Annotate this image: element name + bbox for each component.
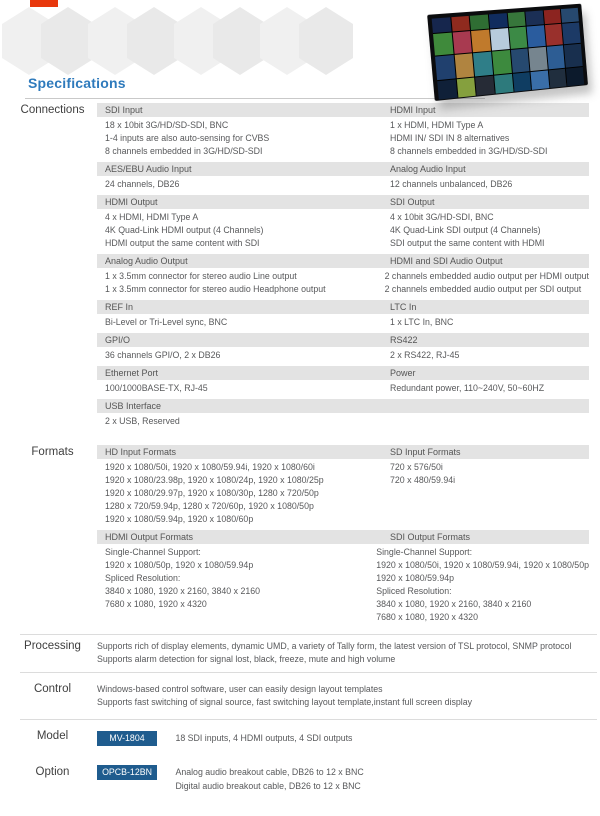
spec-line: 720 x 576/50i: [390, 462, 443, 472]
spec-col-left: [97, 382, 382, 395]
spec-line: 8 channels embedded in 3G/HD/SD-SDI: [390, 146, 548, 156]
spec-row-header: [97, 300, 589, 314]
spec-line: 1920 x 1080/50i, 1920 x 1080/59.94i, 1920 x 1080/60i: [105, 462, 315, 472]
spec-col-right: [382, 178, 589, 191]
section-label-formats: Formats: [31, 446, 74, 458]
spec-row: [97, 103, 589, 162]
spec-header-right: [382, 399, 589, 413]
control-line: Windows-based control software, user can easily design layout templates: [97, 684, 383, 694]
spec-line: 1 x LTC In, BNC: [390, 317, 454, 327]
processing-line: Supports alarm detection for signal lost, black, freeze, mute and high volume: [97, 654, 396, 664]
spec-line: 1920 x 1080/59.94p: [376, 573, 454, 583]
spec-header-left: HDMI Output: [105, 197, 158, 207]
video-tile: [452, 31, 472, 54]
spec-col-right: [368, 546, 589, 624]
spec-header-left: Ethernet Port: [105, 368, 159, 378]
video-mosaic: [432, 8, 584, 97]
spec-header-left: GPI/O: [105, 335, 131, 345]
spec-table: [20, 103, 589, 793]
video-tile: [545, 23, 564, 45]
video-tile: [507, 12, 525, 27]
spec-col-right: [382, 461, 589, 526]
video-tile: [490, 28, 509, 51]
spec-col-left: [97, 546, 368, 624]
spec-row: [97, 530, 589, 628]
section-label-connections: Connections: [20, 104, 85, 116]
spec-header-right: SDI Output Formats: [390, 532, 471, 542]
spec-row-body: [97, 413, 589, 432]
spec-col-left: [97, 461, 382, 526]
spec-header-left: HDMI Output Formats: [105, 532, 194, 542]
spec-row: [97, 366, 589, 399]
spec-row: [97, 162, 589, 195]
title-underline: [25, 98, 485, 99]
spec-row-body: [97, 209, 589, 254]
spec-line: 7680 x 1080, 1920 x 4320: [105, 599, 207, 609]
spec-row-body: [97, 347, 589, 366]
spec-line: 2 x USB, Reserved: [105, 416, 180, 426]
spec-col-right: [382, 211, 589, 250]
video-tile: [454, 53, 474, 78]
spec-line: 4 x 10bit 3G/HD-SDI, BNC: [390, 212, 494, 222]
hexagon-shape: [41, 7, 95, 75]
spec-header-right: SD Input Formats: [390, 447, 461, 457]
spec-line: Redundant power, 110~240V, 50~60HZ: [390, 383, 545, 393]
spec-line: Single-Channel Support:: [105, 547, 201, 557]
spec-row-header: [97, 162, 589, 176]
spec-line: 2 channels embedded audio output per SDI output: [384, 284, 582, 294]
spec-header-left: USB Interface: [105, 401, 162, 411]
spec-row-header: [97, 366, 589, 380]
spec-row: [97, 445, 589, 530]
monitor-screen: [427, 4, 588, 101]
video-tile: [471, 29, 491, 52]
spec-header-left: SDI Input: [105, 105, 143, 115]
video-tile: [492, 50, 511, 74]
spec-line: HDMI output the same content with SDI: [105, 238, 260, 248]
spec-line: SDI output the same content with HDMI: [390, 238, 545, 248]
option-line: Digital audio breakout cable, DB26 to 12 x BNC: [175, 780, 361, 791]
spec-col-left: [97, 270, 377, 296]
spec-line: 18 x 10bit 3G/HD/SD-SDI, BNC: [105, 120, 229, 130]
spec-header-left: AES/EBU Audio Input: [105, 164, 192, 174]
control-section: [33, 673, 589, 719]
video-tile: [433, 32, 453, 55]
spec-col-left: [97, 415, 382, 428]
spec-row-body: [97, 176, 589, 195]
processing-section: [24, 635, 589, 672]
spec-line: 8 channels embedded in 3G/HD/SD-SDI: [105, 146, 263, 156]
spec-line: 100/1000BASE-TX, RJ-45: [105, 383, 208, 393]
spec-line: 4K Quad-Link SDI output (4 Channels): [390, 225, 541, 235]
video-tile: [494, 74, 513, 94]
spec-header-left: REF In: [105, 302, 134, 312]
spec-line: 1920 x 1080/23.98p, 1920 x 1080/24p, 1920 x 1080/25p: [105, 475, 324, 485]
video-tile: [473, 52, 493, 77]
model-section: [36, 720, 589, 748]
video-tile: [531, 70, 549, 90]
video-tile: [451, 16, 470, 31]
spec-line: 24 channels, DB26: [105, 179, 180, 189]
spec-header-right: HDMI and SDI Audio Output: [390, 256, 503, 266]
video-tile: [562, 22, 580, 44]
option-descriptions: [175, 766, 363, 793]
spec-row: [97, 195, 589, 254]
spec-row-body: [97, 380, 589, 399]
spec-line: 1920 x 1080/29.97p, 1920 x 1080/30p, 1280 x 720/50p: [105, 488, 319, 498]
spec-col-right: [382, 119, 589, 158]
video-tile: [435, 55, 455, 80]
video-tile: [525, 10, 543, 25]
spec-line: HDMI IN/ SDI IN 8 alternatives: [390, 133, 510, 143]
spec-row: [97, 300, 589, 333]
hexagon-shape: [127, 7, 181, 75]
video-tile: [547, 45, 566, 69]
hexagon-shape: [299, 7, 353, 75]
spec-line: 36 channels GPI/O, 2 x DB26: [105, 350, 221, 360]
spec-row: [97, 399, 589, 432]
spec-col-right: [382, 382, 589, 395]
spec-line: 720 x 480/59.94i: [390, 475, 456, 485]
section-label-control: Control: [33, 683, 72, 695]
video-tile: [529, 47, 548, 71]
spec-header-left: Analog Audio Output: [105, 256, 188, 266]
video-tile: [561, 8, 579, 23]
spec-row-body: [97, 268, 589, 300]
spec-line: 4 x HDMI, HDMI Type A: [105, 212, 199, 222]
spec-line: 1 x 3.5mm connector for stereo audio Line output: [105, 271, 297, 281]
connections-rows: [97, 103, 589, 432]
spec-row: [97, 333, 589, 366]
spec-line: 2 channels embedded audio output per HDMI output: [384, 271, 589, 281]
video-tile: [475, 75, 494, 95]
red-accent-tab: [30, 0, 58, 7]
spec-line: Spliced Resolution:: [376, 586, 452, 596]
spec-row-header: [97, 254, 589, 268]
spec-line: 1920 x 1080/59.94p, 1920 x 1080/60p: [105, 514, 254, 524]
section-label-processing: Processing: [24, 640, 81, 652]
connections-section: [20, 103, 589, 432]
video-tile: [437, 79, 457, 99]
formats-section: [31, 445, 589, 628]
video-tile: [527, 25, 546, 47]
multiviewer-monitor-image: [424, 0, 598, 110]
spec-header-right: Power: [390, 368, 416, 378]
processing-line: Supports rich of display elements, dynamic UMD, a variety of Tally form, the latest version of TSL protocol, SNMP protocol: [97, 641, 572, 651]
spec-col-left: [97, 178, 382, 191]
spec-line: 1-4 inputs are also auto-sensing for CVBS: [105, 133, 270, 143]
spec-line: 1920 x 1080/50p, 1920 x 1080/59.94p: [105, 560, 254, 570]
video-tile: [549, 68, 567, 88]
video-tile: [470, 15, 489, 30]
video-tile: [566, 67, 584, 86]
spec-row-header: [97, 399, 589, 413]
spec-line: 1 x 3.5mm connector for stereo audio Headphone output: [105, 284, 326, 294]
video-tile: [508, 26, 527, 49]
spec-col-left: [97, 349, 382, 362]
control-line: Supports fast switching of signal source, fast switching layout template,instant full screen display: [97, 697, 473, 707]
spec-header-right: Analog Audio Input: [390, 164, 466, 174]
video-tile: [564, 44, 582, 68]
spec-line: Single-Channel Support:: [376, 547, 473, 557]
spec-line: 3840 x 1080, 1920 x 2160, 3840 x 2160: [105, 586, 261, 596]
spec-line: 2 x RS422, RJ-45: [390, 350, 460, 360]
video-tile: [489, 13, 508, 28]
spec-header-right: LTC In: [390, 302, 417, 312]
spec-header-right: RS422: [390, 335, 418, 345]
video-tile: [512, 72, 531, 92]
video-tile: [456, 77, 476, 97]
video-tile: [432, 17, 451, 32]
spec-col-left: [97, 316, 382, 329]
spec-row-header: [97, 195, 589, 209]
spec-line: 7680 x 1080, 1920 x 4320: [376, 612, 478, 622]
spec-row-header: [97, 445, 589, 459]
spec-line: 12 channels unbalanced, DB26: [390, 179, 513, 189]
option-badge: OPCB-12BN: [97, 765, 157, 780]
option-line: Analog audio breakout cable, DB26 to 12 x BNC: [175, 767, 364, 777]
spec-line: 4K Quad-Link HDMI output (4 Channels): [105, 225, 264, 235]
spec-row-body: [97, 459, 589, 530]
spec-col-right: [377, 270, 589, 296]
spec-row-body: [97, 314, 589, 333]
page-title: Specifications: [28, 75, 126, 91]
spec-line: 1 x HDMI, HDMI Type A: [390, 120, 484, 130]
spec-line: 3840 x 1080, 1920 x 2160, 3840 x 2160: [376, 599, 532, 609]
model-description: 18 SDI inputs, 4 HDMI outputs, 4 SDI outputs: [175, 733, 353, 744]
video-tile: [510, 48, 529, 72]
spec-row-header: [97, 530, 589, 544]
spec-row-body: [97, 117, 589, 162]
spec-line: Bi-Level or Tri-Level sync, BNC: [105, 317, 228, 327]
spec-col-right: [382, 415, 589, 428]
spec-header-right: SDI Output: [390, 197, 435, 207]
section-label-model: Model: [36, 730, 69, 742]
spec-header-left: HD Input Formats: [105, 447, 177, 457]
formats-rows: [97, 445, 589, 628]
model-badge: MV-1804: [97, 731, 157, 746]
section-label-option: Option: [35, 766, 70, 778]
spec-line: Spliced Resolution:: [105, 573, 181, 583]
hexagon-shape: [213, 7, 267, 75]
spec-col-right: [382, 316, 589, 329]
spec-line: 1920 x 1080/50i, 1920 x 1080/59.94i, 1920 x 1080/50p: [376, 560, 589, 570]
spec-row-body: [97, 544, 589, 628]
option-section: [35, 748, 589, 793]
spec-col-right: [382, 349, 589, 362]
spec-col-left: [97, 119, 382, 158]
spec-row: [97, 254, 589, 300]
spec-line: 1280 x 720/59.94p, 1280 x 720/60p, 1920 x 1080/50p: [105, 501, 314, 511]
video-tile: [543, 9, 561, 24]
spec-col-left: [97, 211, 382, 250]
spec-row-header: [97, 333, 589, 347]
spec-header-right: HDMI Input: [390, 105, 436, 115]
